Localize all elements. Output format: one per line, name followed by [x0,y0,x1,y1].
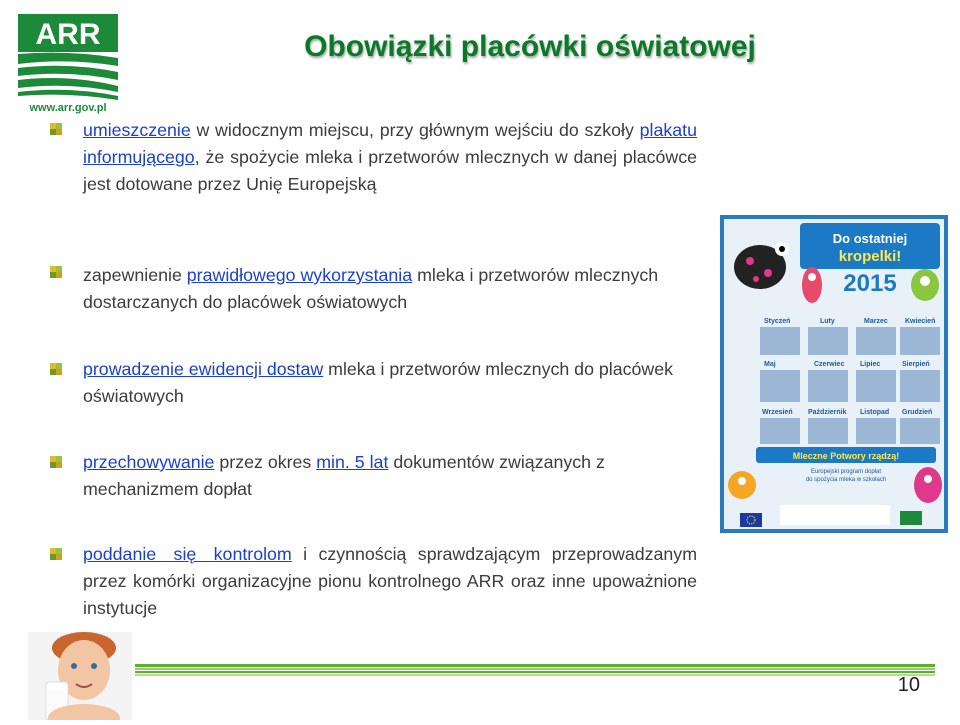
child-with-milk-image [28,632,132,720]
list-item [83,449,713,503]
month-label: Kwiecień [905,318,936,325]
list-item [83,541,697,622]
logo-url: www.arr.gov.pl [29,102,107,114]
svg-text:Europejski program dopłat: Europejski program dopłat [810,469,882,475]
page-number: 10 [897,674,920,696]
poster-headline: Do ostatniej [832,231,908,246]
item-text: , że spożycie mleka i przetworów mlecznych w danej placówce jest dotowane przez Unię Europejską [83,147,697,194]
month-label: Luty [820,318,835,325]
item-text: w widocznym miejscu, przy głównym wejściu do szkoły [190,120,640,140]
item-link[interactable]: prawidłowego wykorzystania [186,265,413,285]
arr-logo [12,10,124,114]
month-label: Październik [808,409,847,416]
bullet-icon [50,266,62,278]
page-title: Obowiązki placówki oświatowej [304,30,756,63]
item-link[interactable]: min. 5 lat [316,452,389,472]
item-text: mleka i przetworów mlecznych dostarczanych do placówek oświatowych [83,265,659,312]
poster-slogan: Mleczne Potwory rządzą! [792,451,900,461]
item-link[interactable]: umieszczenie [83,120,191,140]
bullet-icon [50,548,62,560]
item-link[interactable]: przechowywanie [83,452,215,472]
svg-text:kropelki!: kropelki! [838,248,902,265]
calendar-poster [720,215,948,533]
month-label: Maj [764,361,776,368]
bullet-icon [50,456,62,468]
month-label: Czerwiec [814,361,845,368]
item-text: przez okres [214,452,317,472]
item-text: zapewnienie [83,265,187,285]
item-link[interactable]: plakatu informującego [83,120,697,167]
item-text: mleka i przetworów mlecznych do placówek oświatowych [83,359,674,406]
footer-stripes [135,663,935,675]
item-link[interactable]: poddanie się kontrolom [83,544,292,564]
logo-text: ARR [35,18,101,51]
month-label: Marzec [864,318,888,325]
item-link[interactable]: prowadzenie ewidencji dostaw [83,359,324,379]
svg-text:do spożycia mleka w szkołach: do spożycia mleka w szkołach [805,477,887,483]
list-item [83,356,713,410]
item-text: dokumentów związanych z mechanizmem dopłat [83,452,605,499]
month-label: Styczeń [764,318,791,325]
month-label: Listopad [860,409,890,416]
list-item [83,262,713,316]
month-label: Lipiec [860,361,881,368]
month-label: Wrzesień [762,409,793,416]
month-label: Sierpień [902,361,930,368]
bullet-icon [50,123,62,135]
month-label: Grudzień [902,409,933,416]
item-text: i czynnością sprawdzającym przeprowadzanym przez komórki organizacyjne pionu kontrolnego ARR oraz inne upoważnione instytucje [83,544,698,618]
poster-year: 2015 [843,270,897,297]
list-item [83,117,697,198]
bullet-icon [50,363,62,375]
